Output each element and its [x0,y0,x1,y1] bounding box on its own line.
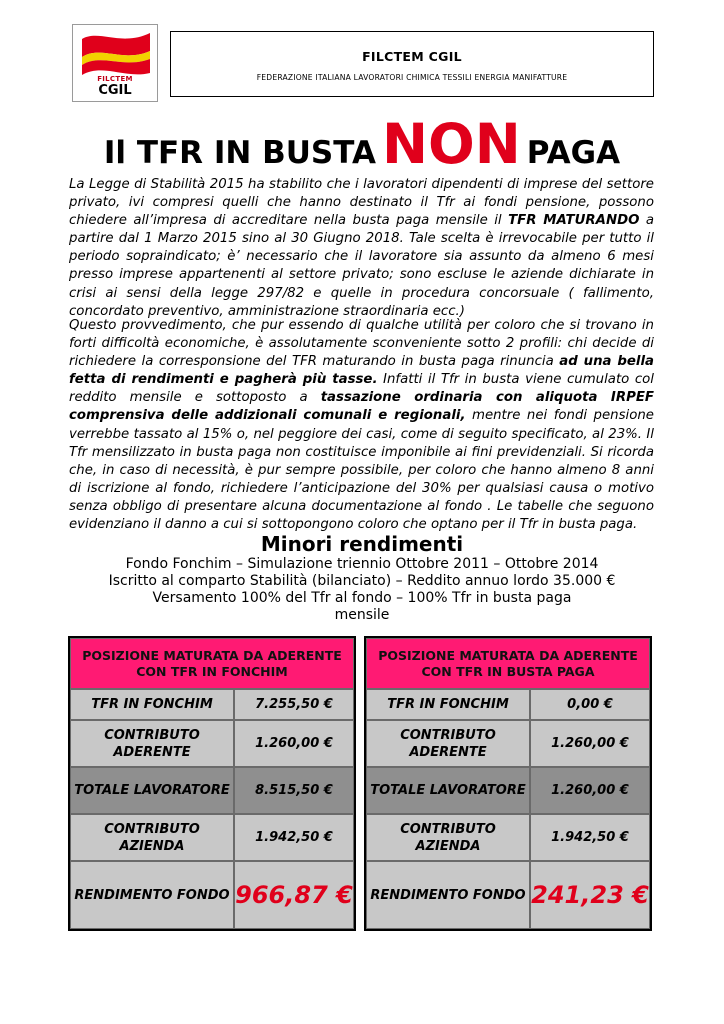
logo-text-cgil: CGIL [98,83,132,98]
row-value: 1.260,00 € [234,720,354,767]
row-label: RENDIMENTO FONDO [366,861,530,929]
paragraph-text: Questo provvedimento, che pur essendo di qualche utilità per coloro che si trovano in forti difficoltà economiche, è assolutamente sconveniente sotto 2 profili: chi decide di richiedere la corresponsione del TFR maturando in busta paga rinuncia [69,318,654,370]
section-line-2: Iscritto al comparto Stabilità (bilanciato) – Reddito annuo lordo 35.000 € [108,573,616,589]
header-subtitle: FEDERAZIONE ITALIANA LAVORATORI CHIMICA TESSILI ENERGIA MANIFATTURE [256,73,568,82]
page-title [0,112,724,176]
row-value: 7.255,50 € [234,689,354,720]
row-label: TOTALE LAVORATORE [366,767,530,814]
row-label: TOTALE LAVORATORE [70,767,234,814]
row-label: RENDIMENTO FONDO [70,861,234,929]
filctem-cgil-logo [72,24,158,102]
paragraph-text: Infatti il Tfr in busta viene cumulato col reddito mensile e sottoposto a [69,372,654,406]
emphasis-text: ad una bella fetta di rendimenti e pagherà più tasse. [69,354,655,388]
header-box [170,31,654,97]
explanation-paragraph [69,317,654,534]
table-header: POSIZIONE MATURATA DA ADERENTE CON TFR IN FONCHIM [70,638,354,689]
title-non: NON [381,112,521,176]
paragraph-text: a partire dal 1 Marzo 2015 sino al 30 Giugno 2018. Tale scelta è irrevocabile per tutto il periodo sopraindicato; è’ necessario che il lavoratore sia assunto da almeno 6 mesi presso imprese appartenenti al settore privato; sono escluse le aziende dichiarate in crisi ai sensi della legge 297/82 e quelle in procedura concorsuale ( fallimento, concordato preventivo, amministrazione straordinaria ecc.) [69,213,655,319]
section-line-3: Versamento 100% del Tfr al fondo – 100% Tfr in busta paga [152,590,572,606]
row-value: 1.260,00 € [530,767,650,814]
paragraph-text: mentre nei fondi pensione verrebbe tassato al 15% o, nel peggiore dei casi, come di seguito specificato, al 23%. Il Tfr mensilizzato in busta paga non costituisce imponibile ai fini previdenziali. Si ricorda che, in caso di necessità, è pur sempre possibile, per coloro che hanno almeno 8 anni di iscrizione al fondo, richiedere l’anticipazione del 30% per qualsiasi causa o motivo senza obbligo di presentare alcuna documentazione al fondo . Le tabelle che seguono evidenziano il danno a cui si sottopongono coloro che optano per il Tfr in busta paga. [69,408,654,533]
row-value: 8.515,50 € [234,767,354,814]
section-line-4: mensile [334,607,390,623]
row-label: TFR IN FONCHIM [70,689,234,720]
row-label: CONTRIBUTO AZIENDA [70,814,234,861]
section-title: Minori rendimenti [260,532,464,556]
rendimento-value: 241,23 € [530,861,650,929]
section-line-1: Fondo Fonchim – Simulazione triennio Ottobre 2011 – Ottobre 2014 [125,556,599,572]
row-value: 1.942,50 € [530,814,650,861]
emphasis-text: tassazione ordinaria con aliquota IRPEF comprensiva delle addizionali comunali e regionali, [69,390,654,424]
header-title: FILCTEM CGIL [362,49,462,64]
table-tfr-in-fonchim [68,636,356,931]
table-tfr-in-busta-paga [364,636,652,931]
row-label: TFR IN FONCHIM [366,689,530,720]
flag-logo-icon [79,29,153,77]
paragraph-text: La Legge di Stabilità 2015 ha stabilito che i lavoratori dipendenti di imprese del settore privato, ivi compresi quelli che hanno destinato il Tfr ai fondi pensione, possono chiedere all’impresa di accreditare nella busta paga mensile il [69,177,654,229]
emphasis-text: TFR MATURANDO [508,213,640,229]
title-part-3: PAGA [526,135,621,171]
row-value: 1.942,50 € [234,814,354,861]
row-label: CONTRIBUTO AZIENDA [366,814,530,861]
row-label: CONTRIBUTO ADERENTE [366,720,530,767]
rendimento-value: 966,87 € [234,861,354,929]
row-value: 0,00 € [530,689,650,720]
intro-paragraph [69,176,654,321]
row-label: CONTRIBUTO ADERENTE [70,720,234,767]
title-part-1: Il TFR IN BUSTA [103,135,376,171]
row-value: 1.260,00 € [530,720,650,767]
logo-text-filctem: FILCTEM [97,75,133,83]
table-header: POSIZIONE MATURATA DA ADERENTE CON TFR IN BUSTA PAGA [366,638,650,689]
